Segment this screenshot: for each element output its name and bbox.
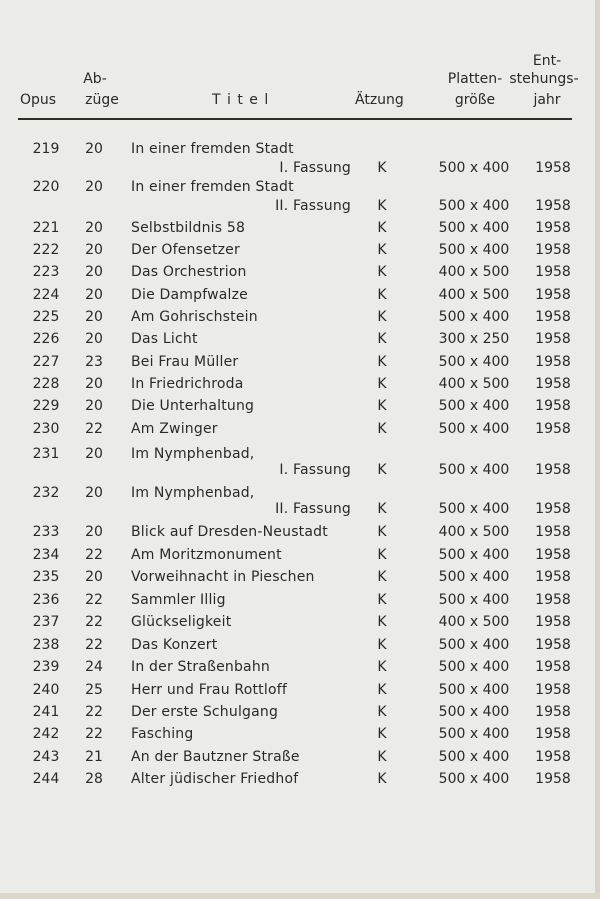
- header-entstehungsjahr-line1: Ent-: [532, 53, 562, 69]
- plattengroesse-cell: 500 x 400: [438, 771, 510, 787]
- abzuege-cell: 22: [85, 637, 103, 653]
- plattengroesse-cell: 500 x 400: [438, 398, 510, 414]
- jahr-cell: 1958: [535, 242, 571, 258]
- table-row: [0, 285, 600, 305]
- title-cell: Die Dampfwalze: [131, 287, 248, 303]
- title-cell: In der Straßenbahn: [131, 659, 270, 675]
- title-cell: Bei Frau Müller: [131, 354, 239, 370]
- plattengroesse-cell: 500 x 400: [438, 242, 510, 258]
- page-edge-bottom: [0, 893, 600, 899]
- opus-cell: 219: [32, 141, 60, 157]
- opus-cell: 224: [32, 287, 60, 303]
- table-row-continuation: [0, 499, 600, 519]
- title-cell: Der erste Schulgang: [131, 704, 279, 720]
- jahr-cell: 1958: [535, 682, 571, 698]
- table-row: [0, 329, 600, 349]
- title-cell: Selbstbildnis 58: [131, 220, 246, 236]
- plattengroesse-cell: 500 x 400: [438, 462, 510, 478]
- opus-cell: 227: [32, 354, 60, 370]
- abzuege-cell: 20: [85, 309, 103, 325]
- opus-cell: 238: [32, 637, 60, 653]
- table-row: [0, 680, 600, 700]
- abzuege-cell: 22: [85, 547, 103, 563]
- jahr-cell: 1958: [535, 524, 571, 540]
- aetzung-cell: K: [377, 704, 387, 720]
- abzuege-cell: 20: [85, 331, 103, 347]
- table-row: [0, 522, 600, 542]
- abzuege-cell: 20: [85, 264, 103, 280]
- table-row: [0, 590, 600, 610]
- title-cell: Am Zwinger: [131, 421, 218, 437]
- abzuege-cell: 22: [85, 614, 103, 630]
- abzuege-cell: 28: [85, 771, 103, 787]
- opus-cell: 243: [32, 749, 60, 765]
- jahr-cell: 1958: [535, 547, 571, 563]
- abzuege-cell: 20: [85, 287, 103, 303]
- abzuege-cell: 22: [85, 726, 103, 742]
- opus-cell: 234: [32, 547, 60, 563]
- table-row: [0, 769, 600, 789]
- abzuege-cell: 20: [85, 242, 103, 258]
- table-row: [0, 374, 600, 394]
- abzuege-cell: 20: [85, 398, 103, 414]
- abzuege-cell: 20: [85, 141, 103, 157]
- jahr-cell: 1958: [535, 160, 571, 176]
- jahr-cell: 1958: [535, 462, 571, 478]
- plattengroesse-cell: 500 x 400: [438, 569, 510, 585]
- jahr-cell: 1958: [535, 331, 571, 347]
- aetzung-cell: K: [377, 309, 387, 325]
- aetzung-cell: K: [377, 749, 387, 765]
- plattengroesse-cell: 500 x 400: [438, 659, 510, 675]
- aetzung-cell: K: [377, 592, 387, 608]
- aetzung-cell: K: [377, 614, 387, 630]
- header-plattengroesse-line1: Platten-: [447, 71, 503, 87]
- jahr-cell: 1958: [535, 771, 571, 787]
- table-row: [0, 612, 600, 632]
- table-row: [0, 307, 600, 327]
- opus-cell: 222: [32, 242, 60, 258]
- jahr-cell: 1958: [535, 309, 571, 325]
- opus-cell: 235: [32, 569, 60, 585]
- header-opus: Opus: [20, 92, 57, 108]
- abzuege-cell: 20: [85, 179, 103, 195]
- header-rule: [18, 118, 572, 120]
- aetzung-cell: K: [377, 264, 387, 280]
- title-cell: In Friedrichroda: [131, 376, 244, 392]
- plattengroesse-cell: 500 x 400: [438, 592, 510, 608]
- plattengroesse-cell: 500 x 400: [438, 421, 510, 437]
- table-row: [0, 218, 600, 238]
- table-row: [0, 567, 600, 587]
- opus-cell: 236: [32, 592, 60, 608]
- aetzung-cell: K: [377, 659, 387, 675]
- jahr-cell: 1958: [535, 376, 571, 392]
- plattengroesse-cell: 500 x 400: [438, 749, 510, 765]
- table-row: [0, 139, 600, 159]
- jahr-cell: 1958: [535, 659, 571, 675]
- title-cell: Am Gohrischstein: [131, 309, 258, 325]
- title-cell: Das Licht: [131, 331, 198, 347]
- table-row: [0, 240, 600, 260]
- title-cell: In einer fremden Stadt: [131, 179, 294, 195]
- jahr-cell: 1958: [535, 287, 571, 303]
- table-row: [0, 545, 600, 565]
- table-row: [0, 724, 600, 744]
- aetzung-cell: K: [377, 331, 387, 347]
- opus-cell: 223: [32, 264, 60, 280]
- plattengroesse-cell: 400 x 500: [438, 287, 510, 303]
- abzuege-cell: 22: [85, 704, 103, 720]
- plattengroesse-cell: 500 x 400: [438, 637, 510, 653]
- jahr-cell: 1958: [535, 354, 571, 370]
- aetzung-cell: K: [377, 242, 387, 258]
- plattengroesse-cell: 300 x 250: [438, 331, 510, 347]
- abzuege-cell: 20: [85, 376, 103, 392]
- title-cell: In einer fremden Stadt: [131, 141, 294, 157]
- abzuege-cell: 20: [85, 524, 103, 540]
- jahr-cell: 1958: [535, 220, 571, 236]
- fassung-cell: II. Fassung: [275, 198, 351, 214]
- table-row: [0, 635, 600, 655]
- abzuege-cell: 24: [85, 659, 103, 675]
- opus-cell: 231: [32, 446, 60, 462]
- jahr-cell: 1958: [535, 198, 571, 214]
- header-aetzung: Ätzung: [355, 92, 404, 108]
- title-cell: Das Konzert: [131, 637, 218, 653]
- jahr-cell: 1958: [535, 501, 571, 517]
- plattengroesse-cell: 400 x 500: [438, 614, 510, 630]
- title-cell: Vorweihnacht in Pieschen: [131, 569, 315, 585]
- title-cell: Glückseligkeit: [131, 614, 232, 630]
- table-row: [0, 419, 600, 439]
- opus-cell: 225: [32, 309, 60, 325]
- fassung-cell: II. Fassung: [275, 501, 351, 517]
- header-plattengroesse-line2: größe: [454, 92, 496, 108]
- jahr-cell: 1958: [535, 726, 571, 742]
- jahr-cell: 1958: [535, 421, 571, 437]
- opus-cell: 232: [32, 485, 60, 501]
- opus-cell: 239: [32, 659, 60, 675]
- jahr-cell: 1958: [535, 637, 571, 653]
- aetzung-cell: K: [377, 398, 387, 414]
- opus-cell: 237: [32, 614, 60, 630]
- title-cell: Blick auf Dresden-Neustadt: [131, 524, 328, 540]
- abzuege-cell: 22: [85, 592, 103, 608]
- plattengroesse-cell: 500 x 400: [438, 682, 510, 698]
- jahr-cell: 1958: [535, 592, 571, 608]
- opus-cell: 228: [32, 376, 60, 392]
- table-row-continuation: [0, 196, 600, 216]
- header-abzuege-line2: züge: [85, 92, 119, 108]
- plattengroesse-cell: 500 x 400: [438, 160, 510, 176]
- table-row: [0, 352, 600, 372]
- jahr-cell: 1958: [535, 704, 571, 720]
- opus-cell: 233: [32, 524, 60, 540]
- opus-cell: 241: [32, 704, 60, 720]
- aetzung-cell: K: [377, 637, 387, 653]
- table-row: [0, 262, 600, 282]
- opus-cell: 244: [32, 771, 60, 787]
- opus-cell: 226: [32, 331, 60, 347]
- plattengroesse-cell: 400 x 500: [438, 524, 510, 540]
- header-titel: T i t e l: [212, 92, 270, 108]
- plattengroesse-cell: 500 x 400: [438, 501, 510, 517]
- abzuege-cell: 23: [85, 354, 103, 370]
- aetzung-cell: K: [377, 682, 387, 698]
- aetzung-cell: K: [377, 462, 387, 478]
- table-row-continuation: [0, 158, 600, 178]
- table-row: [0, 747, 600, 767]
- fassung-cell: I. Fassung: [279, 462, 351, 478]
- title-cell: Fasching: [131, 726, 194, 742]
- abzuege-cell: 22: [85, 421, 103, 437]
- abzuege-cell: 21: [85, 749, 103, 765]
- opus-cell: 221: [32, 220, 60, 236]
- jahr-cell: 1958: [535, 398, 571, 414]
- title-cell: Im Nymphenbad,: [131, 446, 255, 462]
- aetzung-cell: K: [377, 547, 387, 563]
- table-row: [0, 702, 600, 722]
- table-row: [0, 177, 600, 197]
- title-cell: Herr und Frau Rottloff: [131, 682, 287, 698]
- abzuege-cell: 20: [85, 569, 103, 585]
- jahr-cell: 1958: [535, 749, 571, 765]
- aetzung-cell: K: [377, 569, 387, 585]
- plattengroesse-cell: 500 x 400: [438, 354, 510, 370]
- title-cell: An der Bautzner Straße: [131, 749, 300, 765]
- table-row: [0, 657, 600, 677]
- aetzung-cell: K: [377, 354, 387, 370]
- aetzung-cell: K: [377, 287, 387, 303]
- opus-cell: 230: [32, 421, 60, 437]
- jahr-cell: 1958: [535, 569, 571, 585]
- title-cell: Alter jüdischer Friedhof: [131, 771, 299, 787]
- table-row: [0, 396, 600, 416]
- jahr-cell: 1958: [535, 264, 571, 280]
- title-cell: Sammler Illig: [131, 592, 226, 608]
- fassung-cell: I. Fassung: [279, 160, 351, 176]
- plattengroesse-cell: 500 x 400: [438, 726, 510, 742]
- plattengroesse-cell: 500 x 400: [438, 547, 510, 563]
- jahr-cell: 1958: [535, 614, 571, 630]
- opus-cell: 229: [32, 398, 60, 414]
- aetzung-cell: K: [377, 421, 387, 437]
- aetzung-cell: K: [377, 160, 387, 176]
- plattengroesse-cell: 500 x 400: [438, 309, 510, 325]
- table-row-continuation: [0, 460, 600, 480]
- title-cell: Die Unterhaltung: [131, 398, 255, 414]
- abzuege-cell: 20: [85, 446, 103, 462]
- title-cell: Der Ofensetzer: [131, 242, 240, 258]
- header-abzuege-line1: Ab-: [83, 71, 107, 87]
- plattengroesse-cell: 500 x 400: [438, 704, 510, 720]
- aetzung-cell: K: [377, 771, 387, 787]
- title-cell: Das Orchestrion: [131, 264, 247, 280]
- header-entstehungsjahr-line2: stehungs-: [509, 71, 579, 87]
- aetzung-cell: K: [377, 524, 387, 540]
- aetzung-cell: K: [377, 198, 387, 214]
- header-entstehungsjahr-line3: jahr: [533, 92, 561, 108]
- opus-cell: 240: [32, 682, 60, 698]
- plattengroesse-cell: 500 x 400: [438, 198, 510, 214]
- aetzung-cell: K: [377, 376, 387, 392]
- abzuege-cell: 20: [85, 485, 103, 501]
- plattengroesse-cell: 500 x 400: [438, 220, 510, 236]
- title-cell: Im Nymphenbad,: [131, 485, 255, 501]
- aetzung-cell: K: [377, 501, 387, 517]
- title-cell: Am Moritzmonument: [131, 547, 282, 563]
- plattengroesse-cell: 400 x 500: [438, 264, 510, 280]
- plattengroesse-cell: 400 x 500: [438, 376, 510, 392]
- aetzung-cell: K: [377, 220, 387, 236]
- opus-cell: 242: [32, 726, 60, 742]
- abzuege-cell: 25: [85, 682, 103, 698]
- aetzung-cell: K: [377, 726, 387, 742]
- abzuege-cell: 20: [85, 220, 103, 236]
- opus-cell: 220: [32, 179, 60, 195]
